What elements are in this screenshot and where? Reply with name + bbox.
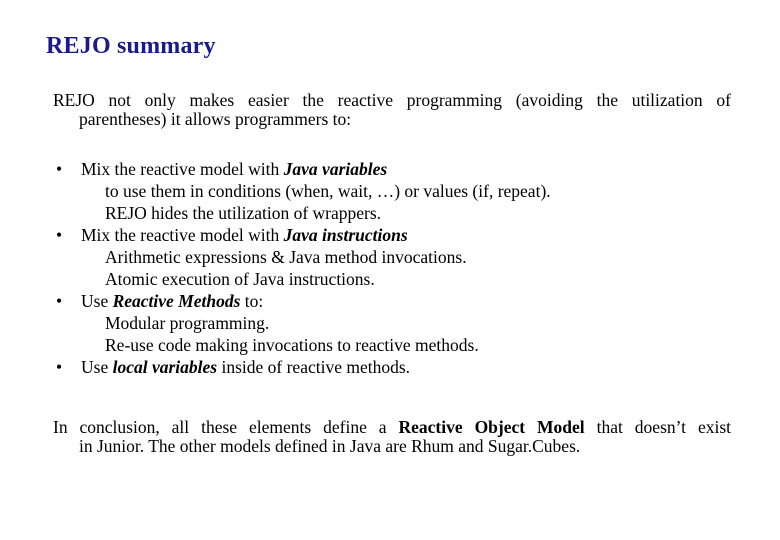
- bullet-text: [81, 357, 410, 377]
- sub-item: Arithmetic expressions & Java method invocations.: [105, 247, 467, 267]
- bullet-item-java-instructions: [56, 224, 746, 290]
- bullet-dot-icon: •: [56, 291, 63, 311]
- conclusion-line-2: in Junior. The other models defined in Java are Rhum and Sugar.Cubes.: [79, 436, 581, 456]
- bullet-dot-icon: •: [56, 225, 63, 245]
- slide-title: REJO summary: [46, 33, 216, 59]
- sub-item: to use them in conditions (when, wait, …) or values (if, repeat).: [105, 181, 551, 201]
- bullet-text-pre: Mix the reactive model with: [81, 159, 284, 179]
- intro-paragraph: [53, 91, 731, 129]
- conclusion-text-pre: In conclusion, all these elements define a: [53, 417, 399, 437]
- conclusion-line-1: [53, 418, 731, 437]
- bullet-emphasis: Java variables: [283, 159, 388, 179]
- bullet-item-java-variables: [56, 158, 746, 224]
- bullet-item-reactive-methods: [56, 290, 746, 356]
- sub-item: REJO hides the utilization of wrappers.: [105, 203, 382, 223]
- sub-item: Re-use code making invocations to reactive methods.: [105, 335, 479, 355]
- bullet-dot-icon: •: [56, 357, 63, 377]
- bullet-text-post: to:: [240, 291, 264, 311]
- intro-line-1: REJO not only makes easier the reactive programming (avoiding the utilization of: [53, 90, 731, 110]
- bullet-text-pre: Use: [81, 291, 113, 311]
- conclusion-paragraph: [53, 418, 731, 456]
- bullet-text-pre: Use: [81, 357, 113, 377]
- bullet-text: [81, 159, 387, 179]
- bullet-list: [56, 158, 746, 378]
- bullet-text: [81, 225, 408, 245]
- intro-line-2: parentheses) it allows programmers to:: [79, 109, 352, 129]
- sub-item: Modular programming.: [105, 313, 270, 333]
- bullet-text-pre: Mix the reactive model with: [81, 225, 284, 245]
- bullet-text-post: inside of reactive methods.: [217, 357, 411, 377]
- bullet-emphasis: Reactive Methods: [112, 291, 241, 311]
- sub-item: Atomic execution of Java instructions.: [105, 269, 375, 289]
- bullet-dot-icon: •: [56, 159, 63, 179]
- bullet-emphasis: local variables: [112, 357, 218, 377]
- bullet-emphasis: Java instructions: [283, 225, 408, 245]
- bullet-item-local-variables: [56, 356, 746, 378]
- bullet-text: [81, 291, 263, 311]
- conclusion-text-post: that doesn’t exist: [584, 417, 732, 437]
- conclusion-emphasis: Reactive Object Model: [398, 417, 585, 437]
